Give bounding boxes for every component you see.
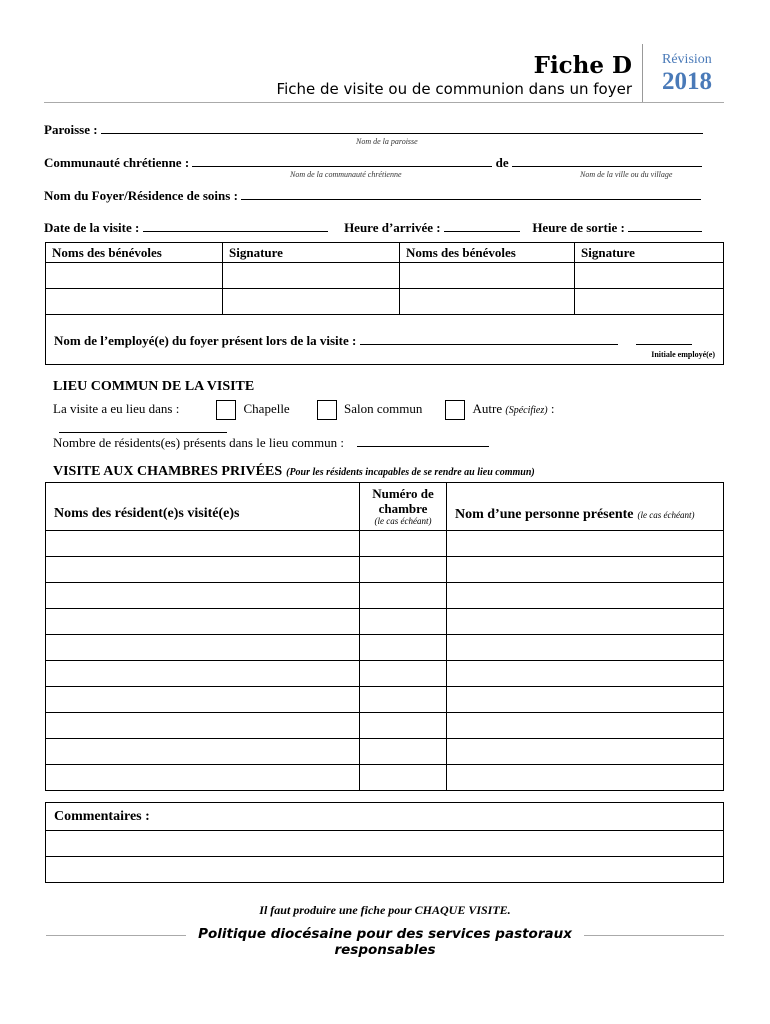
volunteer-name-cell[interactable]	[46, 263, 223, 289]
resident-cell[interactable]	[46, 661, 360, 687]
volunteers-row	[46, 263, 724, 289]
room-cell[interactable]	[360, 661, 447, 687]
volunteers-header-sign1: Signature	[223, 243, 400, 263]
private-rooms-header-row	[46, 483, 724, 531]
arrivee-input[interactable]	[444, 219, 520, 232]
volunteer-sign-cell[interactable]	[223, 289, 400, 315]
form-subtitle: Fiche de visite ou de communion dans un foyer	[276, 80, 632, 98]
ville-input[interactable]	[512, 154, 702, 167]
residents-input[interactable]	[357, 434, 489, 447]
resident-cell[interactable]	[46, 765, 360, 791]
employee-row	[46, 315, 724, 365]
person-cell[interactable]	[447, 661, 724, 687]
person-cell[interactable]	[447, 687, 724, 713]
private-rooms-note: (Pour les résidents incapables de se rendre au lieu commun)	[286, 467, 535, 478]
person-present-note: (le cas échéant)	[637, 509, 695, 520]
autre-hint: (Spécifiez)	[505, 404, 548, 416]
revision-label: Révision	[662, 52, 712, 67]
footer-notice: Il faut produire une fiche pour CHAQUE VISITE.	[259, 903, 511, 917]
autre-colon: :	[550, 400, 555, 416]
room-cell[interactable]	[360, 583, 447, 609]
sortie-input[interactable]	[628, 219, 702, 232]
autre-input[interactable]	[59, 420, 227, 433]
table-row	[46, 687, 724, 713]
foyer-label: Nom du Foyer/Résidence de soins :	[44, 188, 238, 203]
volunteers-row	[46, 289, 724, 315]
volunteer-sign-cell[interactable]	[575, 289, 724, 315]
resident-cell[interactable]	[46, 531, 360, 557]
volunteers-header-name2: Noms des bénévoles	[400, 243, 575, 263]
ville-hint: Nom de la ville ou du village	[580, 170, 673, 179]
comments-label: Commentaires :	[46, 803, 724, 831]
date-input[interactable]	[143, 219, 328, 232]
resident-cell[interactable]	[46, 635, 360, 661]
footer-rule-left	[46, 935, 186, 936]
paroisse-hint: Nom de la paroisse	[356, 137, 418, 146]
person-present-title: Nom d’une personne présente	[455, 506, 634, 522]
person-cell[interactable]	[447, 583, 724, 609]
volunteers-header-name1: Noms des bénévoles	[46, 243, 223, 263]
volunteer-sign-cell[interactable]	[223, 263, 400, 289]
employee-input[interactable]	[360, 332, 618, 345]
person-cell[interactable]	[447, 557, 724, 583]
person-cell[interactable]	[447, 609, 724, 635]
room-cell[interactable]	[360, 557, 447, 583]
header-divider-vertical	[642, 44, 643, 102]
comments-line	[46, 857, 724, 883]
volunteer-name-cell[interactable]	[400, 289, 575, 315]
resident-cell[interactable]	[46, 687, 360, 713]
foyer-row	[44, 187, 701, 204]
salon-checkbox[interactable]	[317, 400, 337, 420]
table-row	[46, 557, 724, 583]
volunteer-sign-cell[interactable]	[575, 263, 724, 289]
person-cell[interactable]	[447, 739, 724, 765]
chapelle-checkbox[interactable]	[216, 400, 236, 420]
table-row	[46, 713, 724, 739]
table-row	[46, 635, 724, 661]
communaute-hint: Nom de la communauté chrétienne	[290, 170, 402, 179]
sortie-label: Heure de sortie :	[532, 220, 625, 235]
volunteers-header-sign2: Signature	[575, 243, 724, 263]
communaute-input[interactable]	[192, 154, 492, 167]
form-code: Fiche D	[533, 52, 632, 79]
residents-label: Nombre de résidents(es) présents dans le lieu commun :	[53, 435, 344, 450]
comments-header-row	[46, 803, 724, 831]
employee-initials-input[interactable]	[636, 332, 692, 345]
autre-label: Autre	[472, 400, 503, 416]
footer-rule-right	[584, 935, 724, 936]
room-number-note: (le cas échéant)	[374, 516, 432, 526]
room-number-title: Numéro de chambre	[372, 486, 434, 516]
comments-line	[46, 831, 724, 857]
volunteers-header-row	[46, 243, 724, 263]
resident-cell[interactable]	[46, 583, 360, 609]
date-label: Date de la visite :	[44, 220, 140, 235]
room-cell[interactable]	[360, 713, 447, 739]
private-rooms-title-row	[53, 462, 535, 480]
paroisse-row	[44, 121, 703, 138]
resident-name-header: Noms des résident(e)s visité(e)s	[46, 483, 360, 531]
person-cell[interactable]	[447, 531, 724, 557]
private-rooms-title: VISITE AUX CHAMBRES PRIVÉES	[53, 464, 283, 479]
volunteer-name-cell[interactable]	[400, 263, 575, 289]
paroisse-label: Paroisse :	[44, 122, 98, 137]
date-row	[44, 219, 724, 236]
volunteer-name-cell[interactable]	[46, 289, 223, 315]
communaute-row	[44, 154, 702, 171]
room-cell[interactable]	[360, 739, 447, 765]
table-row	[46, 739, 724, 765]
volunteers-table	[45, 242, 724, 365]
revision-year: 2018	[662, 68, 712, 95]
footer-policy: Politique diocésaine pour des services pastoraux responsables	[198, 926, 572, 958]
employee-label: Nom de l’employé(e) du foyer présent lors de la visite :	[54, 333, 357, 348]
person-cell[interactable]	[447, 765, 724, 791]
resident-cell[interactable]	[46, 609, 360, 635]
resident-cell[interactable]	[46, 557, 360, 583]
table-row	[46, 765, 724, 791]
table-row	[46, 583, 724, 609]
table-row	[46, 531, 724, 557]
location-label: La visite a eu lieu dans :	[53, 400, 180, 416]
room-number-header	[360, 483, 447, 531]
employee-cell	[46, 315, 724, 365]
room-cell[interactable]	[360, 687, 447, 713]
communaute-label: Communauté chrétienne :	[44, 155, 190, 170]
resident-cell[interactable]	[46, 739, 360, 765]
room-cell[interactable]	[360, 531, 447, 557]
comments-input[interactable]	[46, 831, 724, 857]
de-label: de	[495, 155, 509, 170]
table-row	[46, 661, 724, 687]
paroisse-input[interactable]	[101, 121, 703, 134]
common-area-title: LIEU COMMUN DE LA VISITE	[53, 379, 255, 394]
chapelle-label: Chapelle	[243, 400, 290, 416]
private-rooms-table	[45, 482, 724, 791]
resident-cell[interactable]	[46, 713, 360, 739]
location-row	[53, 400, 725, 437]
arrivee-label: Heure d’arrivée :	[344, 220, 441, 235]
table-row	[46, 609, 724, 635]
room-cell[interactable]	[360, 765, 447, 791]
autre-checkbox[interactable]	[445, 400, 465, 420]
person-cell[interactable]	[447, 635, 724, 661]
residents-row	[53, 434, 489, 451]
comments-input[interactable]	[46, 857, 724, 883]
person-cell[interactable]	[447, 713, 724, 739]
header-rule	[44, 102, 724, 103]
salon-label: Salon commun	[344, 400, 423, 416]
room-cell[interactable]	[360, 609, 447, 635]
foyer-input[interactable]	[241, 187, 701, 200]
comments-table	[45, 802, 724, 883]
room-cell[interactable]	[360, 635, 447, 661]
initials-hint: Initiale employé(e)	[651, 350, 715, 359]
person-present-header	[447, 483, 724, 531]
